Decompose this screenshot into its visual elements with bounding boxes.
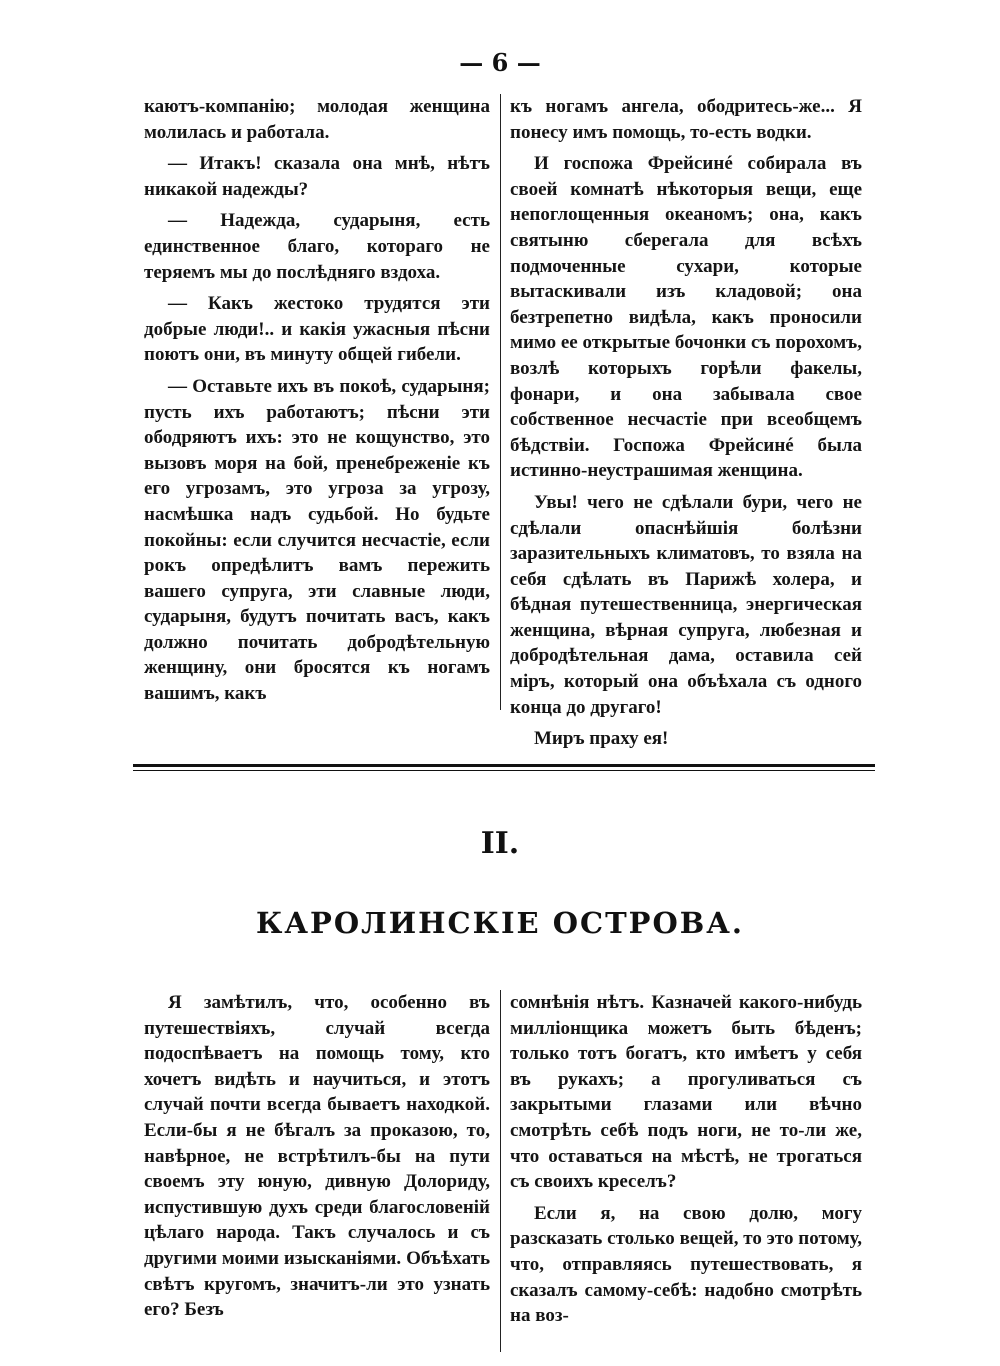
bottom-left-column [144, 990, 490, 1329]
paragraph: — Какъ жестоко трудятся эти добрые люди!.. и какія ужасныя пѣсни поютъ они, въ минуту общей гибели. [144, 293, 490, 366]
paragraph: — Итакъ! сказала она мнѣ, нѣтъ никакой надежды? [144, 153, 490, 200]
paragraph: — Надежда, сударыня, есть единственное благо, котораго не теряемъ мы до послѣдняго вздоха. [144, 210, 490, 283]
paragraph: Я замѣтилъ, что, особенно въ путешествіяхъ, случай всегда подоспѣваетъ на помощь тому, кто хочетъ видѣть и научиться, и этотъ случай почти всегда бываетъ находкой. Если-бы я не бѣгалъ за проказою, то, навѣрное, не встрѣтилъ-бы на пути своемъ эту юную, дивную Долориду, испустившую духъ среди благословеній цѣлаго народа. Такъ случалось и съ другими моими изысканіями. Объѣхать свѣтъ кругомъ, значитъ-ли это узнать его? Безъ [144, 992, 490, 1321]
bottom-right-column [510, 990, 862, 1335]
paragraph: И госпожа Фрейсинé собирала въ своей комнатѣ нѣкоторыя вещи, еще непоглощенныя океаномъ; она, какъ святыню сберегала для всѣхъ подмоченные сухари, которые вытаскивали изъ кладовой; она безтрепетно видѣла, какъ проносили мимо ее открытые бочонки съ порохомъ, возлѣ которыхъ горѣли факелы, фонари, и она забывала свое собственное несчастіе при всеобщемъ бѣдствіи. Госпожа Фрейсинé была истинно-неустрашимая женщина. [510, 153, 862, 482]
column-rule [500, 94, 501, 710]
paragraph: къ ногамъ ангела, ободритесь-же... Я понесу имъ помощь, то-есть водки. [510, 96, 862, 143]
paragraph: сомнѣнія нѣтъ. Казначей какого-нибудь милліонщика можетъ быть бѣденъ; только тотъ богатъ, кто имѣетъ у себя въ рукахъ; а прогуливаться съ закрытыми глазами или вѣчно смотрѣть себѣ подъ ноги, не то-ли же, что оставаться на мѣстѣ, не трогаться съ своихъ креселъ? [510, 992, 862, 1193]
section-divider [133, 764, 875, 767]
top-right-column [510, 94, 862, 758]
top-left-column [144, 94, 490, 713]
section-divider [133, 770, 875, 771]
paragraph: Миръ праху ея! [534, 728, 669, 750]
section-number: II. [480, 826, 520, 861]
paragraph: Если я, на свою долю, могу разсказать столько вещей, то это потому, что, отправляясь путешествовать, я сказалъ самому-себѣ: надобно смотрѣть на воз- [510, 1202, 862, 1327]
page-number: — 6 — [459, 48, 541, 77]
paragraph: — Оставьте ихъ въ покоѣ, сударыня; пусть ихъ работаютъ; пѣсни эти ободряютъ ихъ: это не кощунство, это вызовъ моря на бой, пренебреженіе къ его угрозамъ, это угроза за угрозу, насмѣшка надъ судьбой. Но будьте покойны: если случится несчастіе, если рокъ опредѣлитъ вамъ пережить вашего супруга, эти славные люди, сударыня, будутъ почитать васъ, какъ должно почитать добродѣтельную женщину, они бросятся къ ногамъ вашимъ, какъ [144, 375, 490, 705]
section-title: КАРОЛИНСКІЕ ОСТРОВА. [256, 906, 744, 940]
column-rule [500, 990, 501, 1352]
paragraph: Увы! чего не сдѣлали бури, чего не сдѣлали опаснѣйшія болѣзни заразительныхъ климатовъ, то взяла на себя сдѣлать въ Парижѣ холера, и бѣдная путешественница, энергическая женщина, вѣрная супруга, любезная и добродѣтельная дама, оставила сей міръ, который она объѣхала съ одного конца до другаго! [510, 491, 862, 718]
paragraph: каютъ-компанію; молодая женщина молилась и работала. [144, 96, 490, 143]
